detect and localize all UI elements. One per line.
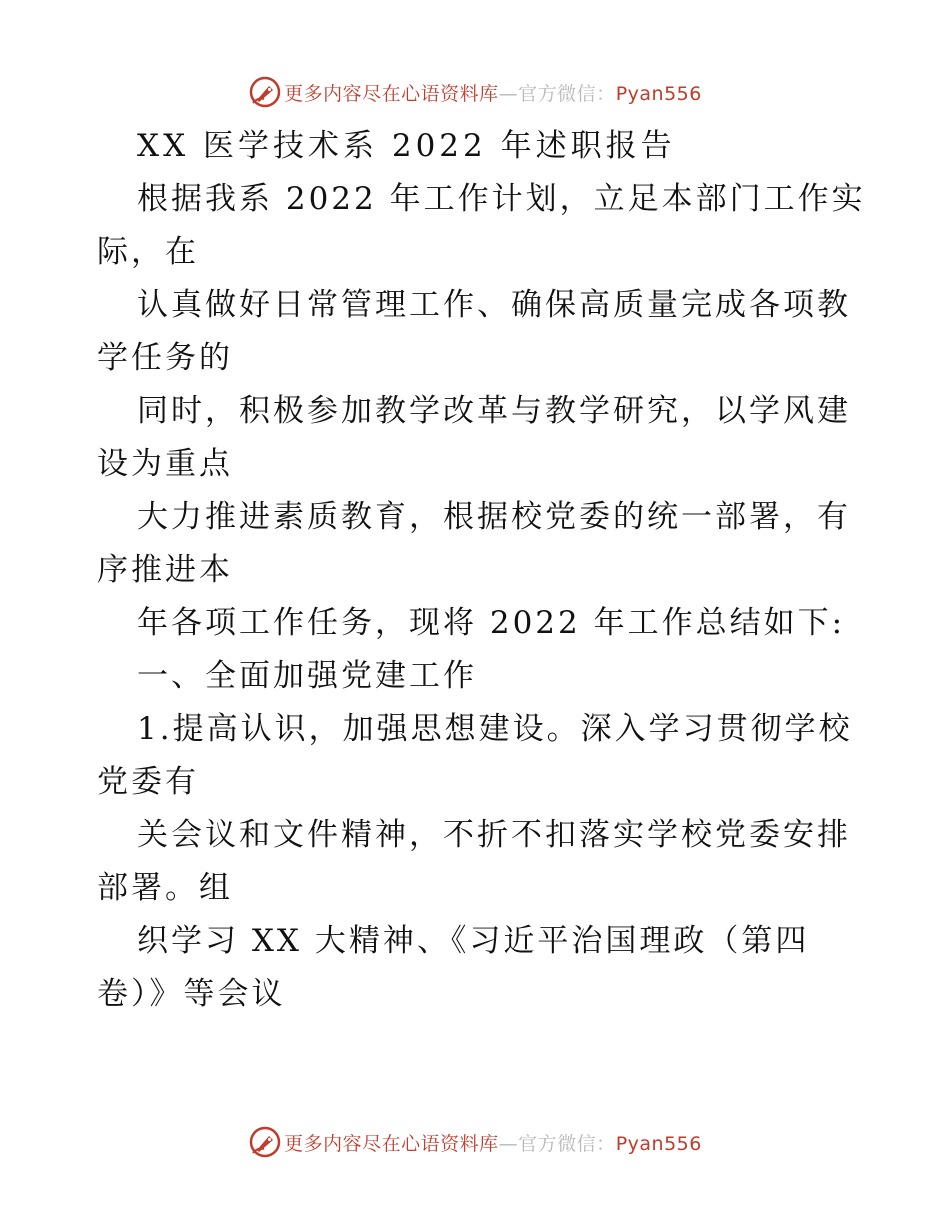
paragraph-line: 党委有 bbox=[97, 764, 199, 800]
paragraph-line: 认真做好日常管理工作、确保高质量完成各项教 bbox=[137, 287, 851, 323]
pen-nib-logo-icon bbox=[248, 1125, 282, 1159]
watermark-text bbox=[284, 1129, 702, 1156]
pen-nib-logo-icon bbox=[248, 75, 282, 109]
document-title: XX 医学技术系 2022 年述职报告 bbox=[137, 128, 676, 164]
watermark-text bbox=[284, 79, 702, 106]
watermark-main-text: 更多内容尽在心语资料库 bbox=[284, 1132, 499, 1155]
paragraph-line: 设为重点 bbox=[97, 446, 233, 482]
paragraph-line: 同时，积极参加教学改革与教学研究，以学风建 bbox=[137, 393, 851, 429]
watermark-account-text: Pyan556 bbox=[615, 1132, 702, 1155]
section-heading: 一、全面加强党建工作 bbox=[137, 658, 477, 694]
paragraph-line: 卷）》等会议 bbox=[97, 976, 286, 1012]
watermark-account-text: Pyan556 bbox=[615, 82, 702, 105]
paragraph-line: 根据我系 2022 年工作计划，立足本部门工作实 bbox=[137, 181, 866, 217]
paragraph-line: 年各项工作任务，现将 2022 年工作总结如下: bbox=[137, 605, 846, 641]
paragraph-line: 关会议和文件精神，不折不扣落实学校党委安排 bbox=[137, 817, 851, 853]
paragraph-line: 织学习 XX 大精神、《习近平治国理政（第四 bbox=[137, 923, 810, 959]
paragraph-line: 学任务的 bbox=[97, 340, 233, 376]
watermark-main-text: 更多内容尽在心语资料库 bbox=[284, 82, 499, 105]
paragraph-line: 际，在 bbox=[97, 234, 199, 270]
footer-watermark bbox=[0, 1122, 950, 1162]
header-watermark bbox=[0, 72, 950, 112]
watermark-separator-text: —官方微信： bbox=[498, 82, 616, 105]
paragraph-line: 大力推进素质教育，根据校党委的统一部署，有 bbox=[137, 499, 851, 535]
document-body bbox=[97, 120, 866, 1021]
paragraph-line: 序推进本 bbox=[97, 552, 233, 588]
watermark-separator-text: —官方微信： bbox=[498, 1132, 616, 1155]
paragraph-line: 部署。组 bbox=[97, 870, 233, 906]
paragraph-line: 1.提高认识，加强思想建设。深入学习贯彻学校 bbox=[137, 711, 853, 747]
